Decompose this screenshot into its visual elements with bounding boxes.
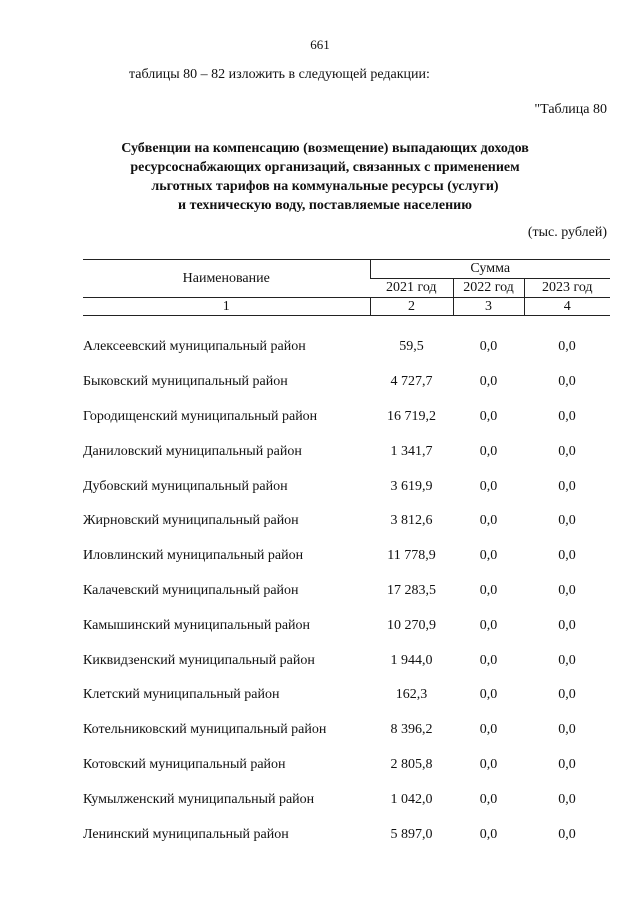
page-number: 661 [310,37,330,52]
column-number: 3 [453,298,524,316]
district-name: Быковский муниципальный район [83,374,288,390]
table-row [83,748,610,783]
title-line: и техническую воду, поставляемые населению [178,198,472,213]
intro-text: таблицы 80 – 82 изложить в следующей редакции: [129,67,430,82]
column-number: 4 [524,298,610,316]
table-row [83,817,610,852]
title-line: льготных тарифов на коммунальные ресурсы (услуги) [151,179,499,194]
table-row [83,678,610,713]
amount-2021: 17 283,5 [387,582,436,598]
table-row [83,400,610,435]
amount-2023: 0,0 [558,687,576,703]
district-name: Котовский муниципальный район [83,756,286,772]
table-row [83,782,610,817]
table-row [83,574,610,609]
amount-2023: 0,0 [558,722,576,738]
table-row [83,608,610,643]
amount-2023: 0,0 [558,582,576,598]
amount-2021: 10 270,9 [387,617,436,633]
amount-2021: 3 812,6 [390,513,433,529]
table-row [83,365,610,400]
amount-2023: 0,0 [558,617,576,633]
amount-2021: 1 944,0 [390,652,433,668]
amount-2022: 0,0 [479,548,498,564]
document-title [40,139,610,215]
title-line: ресурсоснабжающих организаций, связанных с применением [130,160,520,175]
district-name: Иловлинский муниципальный район [83,548,304,564]
header-year-2021: 2021 год [370,279,453,298]
district-name: Дубовский муниципальный район [83,478,288,494]
amount-2022: 0,0 [479,826,498,842]
district-name: Калачевский муниципальный район [83,582,299,598]
district-name: Даниловский муниципальный район [83,443,302,459]
table-row [83,434,610,469]
amount-2021: 162,3 [395,687,428,703]
amount-2021: 2 805,8 [390,756,433,772]
amount-2022: 0,0 [479,582,498,598]
amount-2022: 0,0 [479,339,498,355]
table-reference: "Таблица 80 [534,102,607,117]
district-name: Городищенский муниципальный район [83,408,318,424]
district-name: Киквидзенский муниципальный район [83,652,315,668]
header-year-2023: 2023 год [524,279,610,298]
amount-2023: 0,0 [558,513,576,529]
amount-2023: 0,0 [558,374,576,390]
header-name: Наименование [83,260,370,298]
district-name: Жирновский муниципальный район [83,513,299,529]
amount-2021: 59,5 [399,339,424,355]
amount-2022: 0,0 [479,652,498,668]
amount-2023: 0,0 [558,408,576,424]
table-row [83,330,610,365]
column-number: 2 [370,298,453,316]
amount-2022: 0,0 [479,443,498,459]
amount-2022: 0,0 [479,374,498,390]
amount-2021: 5 897,0 [390,826,433,842]
amount-2021: 1 341,7 [390,443,433,459]
district-name: Алексеевский муниципальный район [83,339,306,355]
subsidy-table [83,259,610,852]
amount-2023: 0,0 [558,443,576,459]
amount-2022: 0,0 [479,756,498,772]
amount-2023: 0,0 [558,652,576,668]
amount-2023: 0,0 [558,756,576,772]
table-row [83,643,610,678]
district-name: Кумылженский муниципальный район [83,791,315,807]
amount-2021: 3 619,9 [390,478,433,494]
district-name: Камышинский муниципальный район [83,617,311,633]
amount-2023: 0,0 [558,548,576,564]
amount-2021: 1 042,0 [390,791,433,807]
header-year-2022: 2022 год [453,279,524,298]
amount-2022: 0,0 [479,617,498,633]
amount-2023: 0,0 [558,791,576,807]
amount-2022: 0,0 [479,478,498,494]
amount-2022: 0,0 [479,722,498,738]
amount-2021: 11 778,9 [387,548,436,564]
units-label: (тыс. рублей) [527,225,607,240]
header-sum: Сумма [370,260,610,279]
amount-2022: 0,0 [479,791,498,807]
table-row [83,539,610,574]
amount-2022: 0,0 [479,513,498,529]
district-name: Клетский муниципальный район [83,687,280,703]
amount-2023: 0,0 [558,478,576,494]
column-number: 1 [83,298,370,316]
amount-2022: 0,0 [479,408,498,424]
amount-2021: 8 396,2 [390,722,433,738]
district-name: Ленинский муниципальный район [83,826,289,842]
table-row [83,469,610,504]
title-line: Субвенции на компенсацию (возмещение) выпадающих доходов [121,141,529,156]
amount-2023: 0,0 [558,826,576,842]
amount-2023: 0,0 [558,339,576,355]
amount-2021: 4 727,7 [390,374,433,390]
table-row [83,504,610,539]
table-row [83,713,610,748]
district-name: Котельниковский муниципальный район [83,722,327,738]
amount-2021: 16 719,2 [387,408,436,424]
amount-2022: 0,0 [479,687,498,703]
